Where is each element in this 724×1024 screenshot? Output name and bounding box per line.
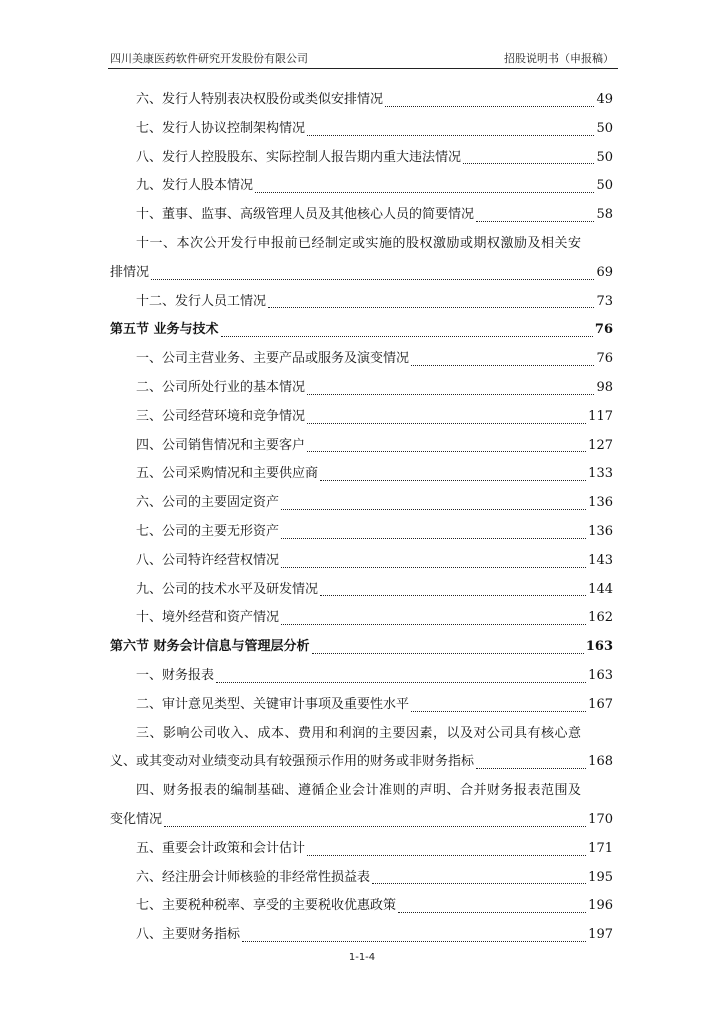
header-document-title: 招股说明书（申报稿） — [504, 52, 614, 65]
toc-entry-page-number: 144 — [588, 581, 613, 597]
toc-dot-leader — [463, 162, 594, 164]
toc-dot-leader — [307, 854, 586, 856]
toc-entry[interactable] — [110, 547, 613, 576]
toc-entry-title: 七、主要税种税率、享受的主要税收优惠政策 — [136, 898, 397, 914]
toc-entry-title: 十、境外经营和资产情况 — [136, 610, 280, 626]
header-divider — [108, 68, 618, 69]
toc-dot-leader — [281, 623, 586, 625]
toc-entry[interactable] — [110, 892, 613, 921]
toc-entry-page-number: 133 — [588, 466, 613, 482]
toc-entry-page-number: 136 — [588, 495, 613, 511]
toc-dot-leader — [411, 710, 586, 712]
toc-entry-title: 五、公司采购情况和主要供应商 — [136, 466, 319, 482]
toc-dot-leader — [164, 825, 586, 827]
toc-dot-leader — [320, 594, 586, 596]
toc-entry[interactable] — [110, 432, 613, 461]
toc-entry-title: 五、重要会计政策和会计估计 — [136, 840, 306, 856]
toc-entry-page-number: 76 — [596, 351, 613, 367]
toc-entry-page-number: 168 — [588, 754, 613, 770]
toc-entry-page-number: 170 — [588, 811, 613, 827]
toc-entry-page-number: 163 — [585, 639, 613, 655]
toc-entry-page-number: 73 — [596, 293, 613, 309]
toc-entry-title: 八、主要财务指标 — [136, 927, 241, 943]
toc-dot-leader — [476, 767, 586, 769]
toc-entry-title: 一、公司主营业务、主要产品或服务及演变情况 — [136, 351, 410, 367]
toc-entry-page-number: 136 — [588, 523, 613, 539]
toc-entry-page-number: 50 — [596, 149, 613, 165]
toc-entry[interactable] — [110, 806, 613, 835]
toc-entry[interactable] — [110, 403, 613, 432]
toc-entry-page-number: 163 — [588, 667, 613, 683]
toc-entry[interactable] — [110, 864, 613, 893]
toc-entry[interactable] — [110, 748, 613, 777]
toc-entry[interactable] — [110, 720, 613, 749]
toc-entry-page-number: 171 — [588, 840, 613, 856]
page-header — [110, 52, 614, 66]
toc-entry-page-number: 197 — [588, 927, 613, 943]
toc-dot-leader — [281, 537, 586, 539]
toc-entry-title: 七、发行人协议控制架构情况 — [136, 120, 306, 136]
toc-entry[interactable] — [110, 259, 613, 288]
toc-dot-leader — [320, 479, 586, 481]
toc-entry[interactable] — [110, 345, 613, 374]
toc-entry-title: 排情况 — [110, 264, 150, 280]
toc-entry[interactable] — [110, 201, 613, 230]
toc-entry-title: 第六节 财务会计信息与管理层分析 — [110, 639, 310, 655]
toc-entry[interactable] — [110, 489, 613, 518]
toc-entry[interactable] — [110, 518, 613, 547]
toc-entry-page-number: 76 — [594, 322, 613, 338]
toc-entry[interactable] — [110, 460, 613, 489]
table-of-contents — [110, 86, 613, 950]
toc-entry-page-number: 98 — [596, 379, 613, 395]
toc-dot-leader — [312, 652, 584, 654]
toc-entry-title: 三、公司经营环境和竞争情况 — [136, 408, 306, 424]
toc-entry[interactable] — [110, 691, 613, 720]
toc-entry[interactable] — [110, 604, 613, 633]
toc-entry-page-number: 50 — [596, 178, 613, 194]
toc-entry-page-number: 117 — [588, 408, 613, 424]
toc-entry-title: 变化情况 — [110, 811, 163, 827]
toc-dot-leader — [255, 191, 594, 193]
toc-dot-leader — [151, 278, 594, 280]
toc-entry-title: 第五节 业务与技术 — [110, 322, 219, 338]
toc-entry[interactable] — [110, 172, 613, 201]
toc-entry[interactable] — [110, 576, 613, 605]
toc-entry-page-number: 50 — [596, 120, 613, 136]
toc-entry-page-number: 69 — [596, 264, 613, 280]
toc-entry-title: 四、公司销售情况和主要客户 — [136, 437, 306, 453]
toc-entry-title: 六、经注册会计师核验的非经常性损益表 — [136, 869, 371, 885]
toc-entry[interactable] — [110, 374, 613, 403]
toc-entry[interactable] — [110, 921, 613, 950]
toc-entry-title: 九、发行人股本情况 — [136, 178, 254, 194]
toc-entry[interactable] — [110, 288, 613, 317]
toc-entry-title: 十一、本次公开发行申报前已经制定或实施的股权激励或期权激励及相关安 — [136, 235, 582, 251]
toc-dot-leader — [411, 364, 594, 366]
toc-entry-page-number: 195 — [588, 869, 613, 885]
toc-dot-leader — [242, 940, 586, 942]
toc-dot-leader — [372, 882, 586, 884]
toc-entry-title: 九、公司的技术水平及研发情况 — [136, 581, 319, 597]
toc-entry[interactable] — [110, 230, 613, 259]
toc-entry-page-number: 196 — [588, 898, 613, 914]
toc-entry-title: 义、或其变动对业绩变动具有较强预示作用的财务或非财务指标 — [110, 754, 475, 770]
toc-entry-title: 二、审计意见类型、关键审计事项及重要性水平 — [136, 696, 410, 712]
toc-dot-leader — [216, 681, 586, 683]
toc-entry-title: 四、财务报表的编制基础、遵循企业会计准则的声明、合并财务报表范围及 — [136, 783, 582, 799]
toc-dot-leader — [307, 422, 586, 424]
toc-entry-title: 八、公司特许经营权情况 — [136, 552, 280, 568]
toc-entry-title: 十、董事、监事、高级管理人员及其他核心人员的简要情况 — [136, 207, 475, 223]
toc-entry[interactable] — [110, 835, 613, 864]
toc-entry-title: 十二、发行人员工情况 — [136, 293, 267, 309]
toc-dot-leader — [307, 393, 594, 395]
toc-entry-page-number: 49 — [596, 92, 613, 107]
toc-entry-title: 三、影响公司收入、成本、费用和利润的主要因素，以及对公司具有核心意 — [136, 725, 582, 741]
toc-entry-page-number: 162 — [588, 610, 613, 626]
toc-dot-leader — [268, 306, 594, 308]
toc-entry-title: 二、公司所处行业的基本情况 — [136, 379, 306, 395]
toc-dot-leader — [307, 134, 594, 136]
toc-entry-page-number: 143 — [588, 552, 613, 568]
toc-section-heading[interactable] — [110, 316, 613, 345]
toc-entry-page-number: 58 — [596, 207, 613, 223]
toc-entry-title: 八、发行人控股股东、实际控制人报告期内重大违法情况 — [136, 149, 462, 165]
toc-entry[interactable] — [110, 144, 613, 173]
toc-entry[interactable] — [110, 662, 613, 691]
toc-dot-leader — [476, 220, 594, 222]
toc-entry[interactable] — [110, 115, 613, 144]
toc-dot-leader — [221, 335, 593, 337]
toc-dot-leader — [307, 450, 586, 452]
toc-entry-title: 六、发行人特别表决权股份或类似安排情况 — [136, 92, 384, 107]
toc-entry-page-number: 167 — [588, 696, 613, 712]
header-company-name: 四川美康医药软件研究开发股份有限公司 — [110, 52, 308, 65]
toc-entry-page-number: 127 — [588, 437, 613, 453]
toc-dot-leader — [281, 508, 586, 510]
page-number: 1-1-4 — [348, 952, 376, 963]
toc-entry[interactable] — [110, 777, 613, 806]
toc-entry-title: 七、公司的主要无形资产 — [136, 523, 280, 539]
toc-entry[interactable] — [110, 86, 613, 115]
toc-dot-leader — [281, 566, 586, 568]
toc-entry-title: 六、公司的主要固定资产 — [136, 495, 280, 511]
toc-dot-leader — [385, 105, 594, 107]
toc-dot-leader — [398, 911, 586, 913]
toc-entry-title: 一、财务报表 — [136, 667, 215, 683]
toc-section-heading[interactable] — [110, 633, 613, 662]
